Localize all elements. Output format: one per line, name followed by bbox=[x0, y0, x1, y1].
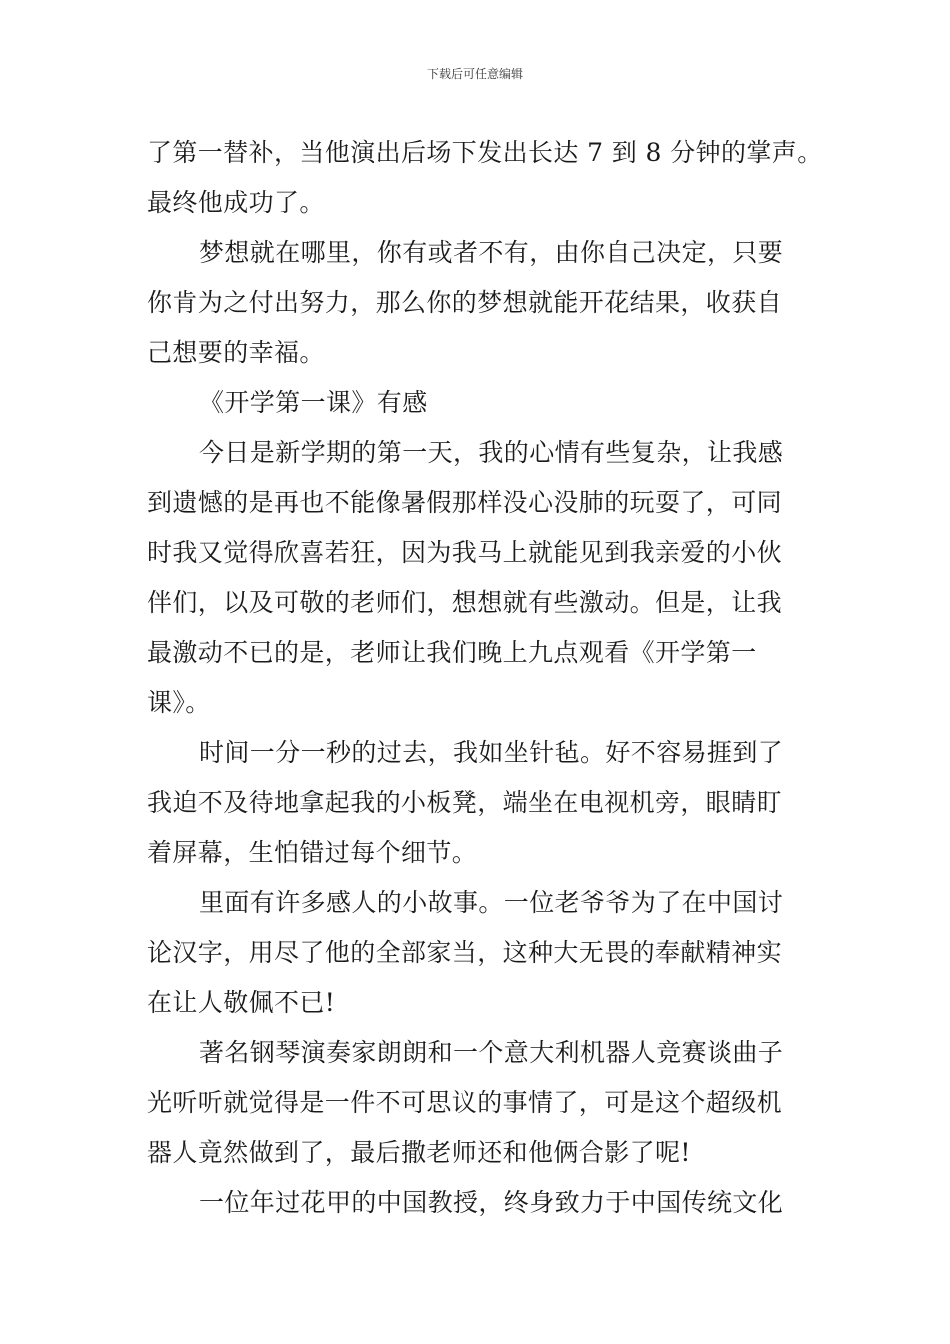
text-line: 器人竟然做到了，最后撒老师还和他俩合影了呢! bbox=[147, 1138, 691, 1167]
text-line: 着屏幕，生怕错过每个细节。 bbox=[147, 838, 478, 867]
text-line: 己想要的幸福。 bbox=[147, 338, 325, 367]
paragraph-start-line: 时间一分一秒的过去，我如坐针毡。好不容易捱到了 bbox=[199, 738, 784, 767]
text-line: 光听听就觉得是一件不可思议的事情了，可是这个超级机 bbox=[147, 1088, 783, 1117]
essay-title: 《开学第一课》有感 bbox=[199, 388, 428, 417]
text-line: 课》。 bbox=[147, 688, 211, 717]
text-line: 时我又觉得欣喜若狂，因为我马上就能见到我亲爱的小伙 bbox=[147, 538, 783, 567]
text-line: 最终他成功了。 bbox=[147, 188, 325, 217]
body-text bbox=[147, 128, 823, 1228]
paragraph-start-line: 里面有许多感人的小故事。一位老爷爷为了在中国讨 bbox=[199, 888, 784, 917]
paragraph-start-line: 梦想就在哪里，你有或者不有，由你自己决定，只要 bbox=[199, 238, 784, 267]
text-line: 你肯为之付出努力，那么你的梦想就能开花结果，收获自 bbox=[147, 288, 783, 317]
paragraph-start-line: 一位年过花甲的中国教授，终身致力于中国传统文化 bbox=[199, 1188, 784, 1217]
paragraph-start-line: 著名钢琴演奏家朗朗和一个意大利机器人竞赛谈曲子 bbox=[199, 1038, 784, 1067]
paragraph-start-line: 今日是新学期的第一天，我的心情有些复杂，让我感 bbox=[199, 438, 784, 467]
text-line: 到遗憾的是再也不能像暑假那样没心没肺的玩耍了，可同 bbox=[147, 488, 783, 517]
page-header: 下载后可任意编辑 bbox=[426, 67, 523, 81]
text-line: 我迫不及待地拿起我的小板凳，端坐在电视机旁，眼睛盯 bbox=[147, 788, 783, 817]
text-line: 伴们，以及可敬的老师们，想想就有些激动。但是，让我 bbox=[147, 588, 783, 617]
text-line: 论汉字，用尽了他的全部家当，这种大无畏的奉献精神实 bbox=[147, 938, 783, 967]
text-line: 了第一替补，当他演出后场下发出长达 7 到 8 分钟的掌声。 bbox=[147, 138, 823, 167]
text-line: 最激动不已的是，老师让我们晚上九点观看《开学第一 bbox=[147, 638, 757, 667]
text-line: 在让人敬佩不已! bbox=[147, 988, 336, 1017]
